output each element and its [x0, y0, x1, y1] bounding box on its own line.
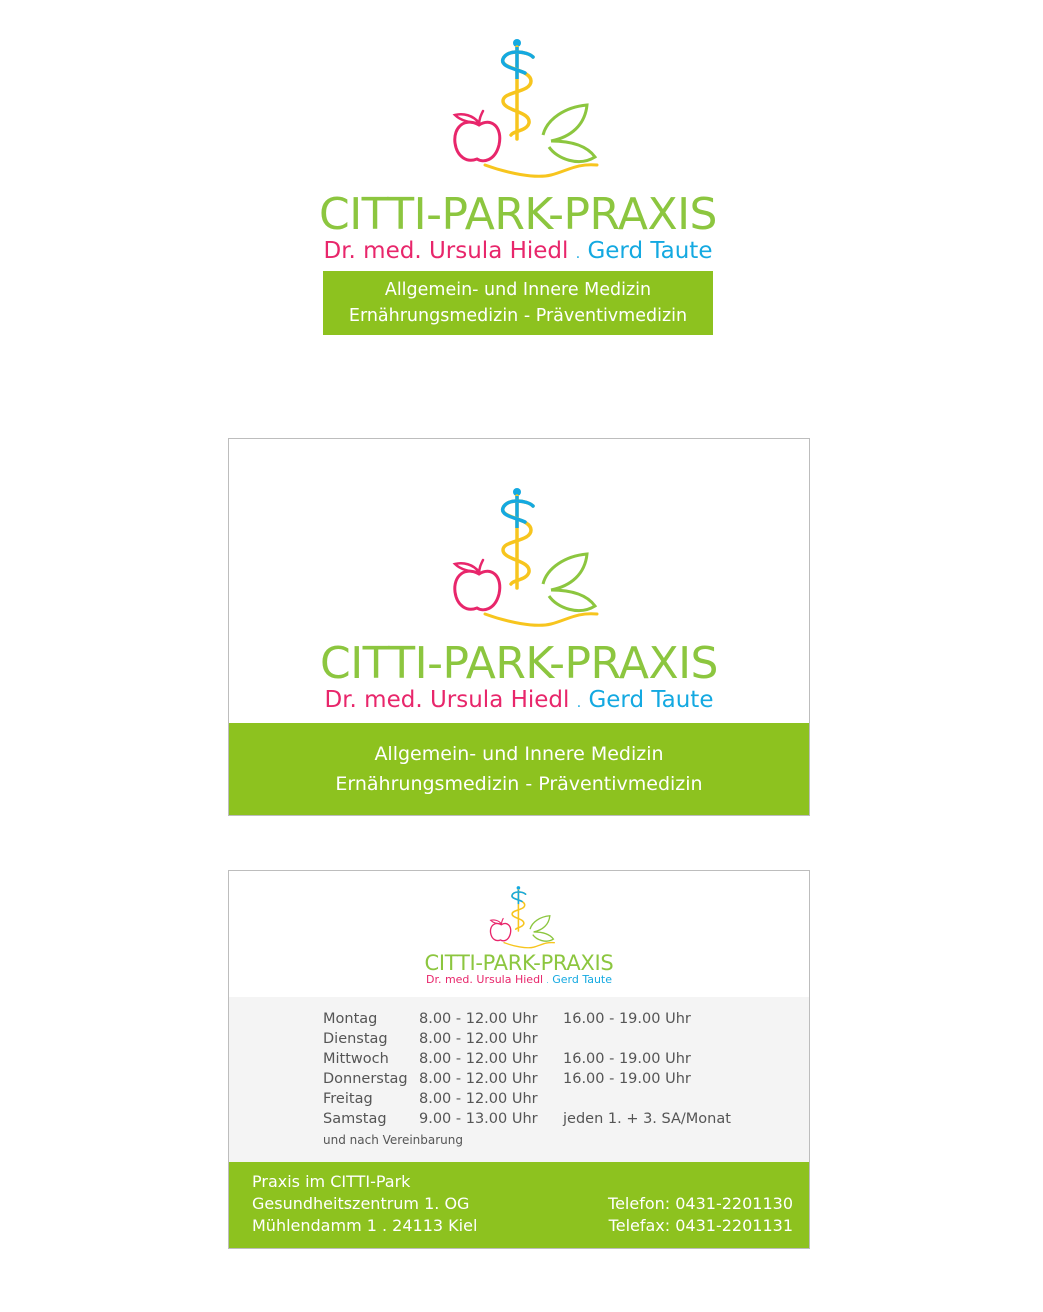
logo-mark-top [447, 39, 603, 181]
logo-mark-back [487, 886, 557, 950]
opening-hours-panel [229, 997, 809, 1162]
address-line-2: Gesundheitszentrum 1. OG [252, 1194, 470, 1213]
hours-day: Samstag [323, 1111, 387, 1127]
doctor-1: Dr. med. Ursula Hiedl [323, 238, 569, 264]
brand-name-front: CITTI-PARK-PRAXIS [319, 638, 718, 689]
separator-dot: . [575, 246, 581, 262]
hours-am: 8.00 - 12.00 Uhr [419, 1051, 538, 1067]
brand-name-back: CITTI-PARK-PRAXIS [424, 951, 614, 975]
hours-day: Freitag [323, 1091, 373, 1107]
specialty-band-front [229, 723, 809, 815]
hours-day: Dienstag [323, 1031, 388, 1047]
hours-am: 8.00 - 12.00 Uhr [419, 1071, 538, 1087]
specialty-2: Ernährungsmedizin - Präventivmedizin [348, 306, 688, 326]
doctor-2: Gerd Taute [588, 687, 714, 713]
separator-dot: . [546, 977, 549, 985]
doctors-line-top [300, 236, 736, 269]
hours-am: 8.00 - 12.00 Uhr [419, 1011, 538, 1027]
specialty-1: Allgemein- und Innere Medizin [374, 743, 664, 765]
hours-pm: 16.00 - 19.00 Uhr [563, 1051, 691, 1067]
doctor-2: Gerd Taute [552, 973, 613, 986]
hours-pm: 16.00 - 19.00 Uhr [563, 1071, 691, 1087]
hours-day: Montag [323, 1011, 378, 1027]
hours-am: 8.00 - 12.00 Uhr [419, 1091, 538, 1107]
phone-number: Telefon: 0431-2201130 [608, 1194, 793, 1213]
doctors-line-front [301, 685, 737, 718]
business-card-back [228, 870, 810, 1249]
address-line-3: Mühlendamm 1 . 24113 Kiel [252, 1216, 478, 1235]
hours-day: Donnerstag [323, 1071, 408, 1087]
hours-am: 9.00 - 13.00 Uhr [419, 1111, 538, 1127]
specialty-1: Allgemein- und Innere Medizin [384, 280, 652, 300]
brand-name-top: CITTI-PARK-PRAXIS [318, 189, 717, 240]
doctor-1: Dr. med. Ursula Hiedl [324, 687, 570, 713]
hours-pm: jeden 1. + 3. SA/Monat [563, 1111, 731, 1127]
hours-note: und nach Vereinbarung [323, 1133, 464, 1147]
doctor-1: Dr. med. Ursula Hiedl [425, 973, 544, 986]
doctor-2: Gerd Taute [587, 238, 713, 264]
separator-dot: . [576, 695, 582, 711]
hours-pm: 16.00 - 19.00 Uhr [563, 1011, 691, 1027]
contact-band [229, 1162, 809, 1248]
business-card-front [228, 438, 810, 816]
address-line-1: Praxis im CITTI-Park [252, 1172, 411, 1191]
specialty-box-top [323, 271, 713, 335]
doctors-line-back [409, 973, 629, 988]
logo-mark-front [447, 488, 603, 630]
specialty-2: Ernährungsmedizin - Präventivmedizin [335, 773, 703, 795]
hours-day: Mittwoch [323, 1051, 389, 1067]
hours-am: 8.00 - 12.00 Uhr [419, 1031, 538, 1047]
fax-number: Telefax: 0431-2201131 [608, 1216, 793, 1235]
